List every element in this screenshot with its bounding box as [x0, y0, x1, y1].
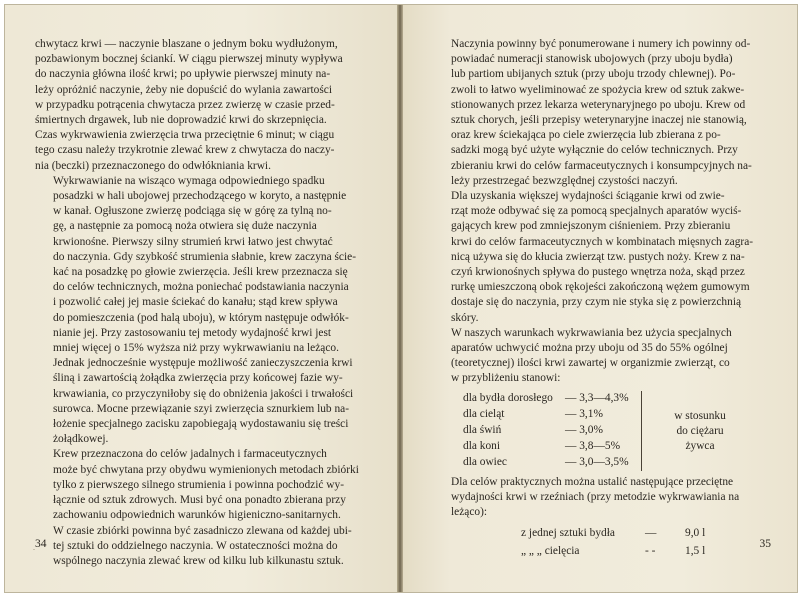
yield-row: [433, 526, 773, 542]
yield-row: [433, 544, 773, 560]
paragraph: [433, 326, 773, 387]
text-line: Jednak jednocześnie występuje możliwość zanieczyszczenia krwi: [53, 357, 353, 370]
text-line: leżąco):: [451, 506, 488, 519]
text-line: W naszych warunkach wykrwawiania bez użycia specjalnych: [451, 326, 732, 339]
paragraph: [35, 174, 375, 448]
yield-label: z jednej sztuki bydła: [521, 527, 615, 540]
text-line: gających krew pod zmniejszonym ciśnieniem. Przy zbieraniu: [451, 220, 731, 233]
text-line: łącznie od sztuk zdrowych. Musi być ona ponadto zbierana przy: [53, 494, 346, 507]
left-page-text: [35, 37, 375, 569]
text-line: do pomieszczenia (pod halą uboju), w którym następuje odwłók-: [53, 311, 349, 324]
left-page: [5, 5, 397, 592]
left-page-number: 34: [35, 538, 47, 550]
species-label: dla świń: [463, 423, 502, 436]
text-line: chwytacz krwi — naczynie blaszane o jednym boku wydłużonym,: [35, 38, 338, 50]
text-line: rurkę umieszczoną obok rękojeści zakończoną wężem gumowym: [451, 281, 750, 294]
text-line: nianie jej. Przy zastosowaniu tej metody wydajność krwi jest: [53, 326, 332, 339]
right-page: [403, 5, 797, 592]
text-line: dostaje się do naczynia, przy czym nie styka się z powierzchnią: [451, 296, 742, 309]
yield-value: 9,0 l: [685, 527, 706, 540]
text-line: zbieraniu krwi do celów farmaceutycznych i konsumpcyjnych na-: [451, 159, 752, 172]
yield-dash: - -: [645, 545, 656, 558]
text-line: łożenie specjalnego zacisku zapobiegają wydostawaniu się treści: [53, 418, 349, 431]
text-line: oraz krew ściekająca po ciele zwierzęcia lub zbierana z po-: [451, 129, 721, 142]
text-line: zachowaniu odpowiednich warunków higieniczno-sanitarnych.: [53, 509, 341, 522]
text-line: nicą używa się do kłucia zwierząt tzw. pustych noży. Krew z na-: [451, 250, 745, 263]
text-line: tego czasu należy trzykrotnie zlewać krew z chwytacza do naczy-: [35, 144, 335, 157]
species-value: — 3,8—5%: [565, 439, 621, 452]
species-value: — 3,3—4,3%: [565, 391, 629, 404]
text-line: żołądkowej.: [53, 433, 109, 446]
slaughterhouse-yield-table: [433, 526, 773, 566]
species-label: dla cieląt: [463, 407, 505, 420]
closing-paragraph: [433, 475, 773, 521]
text-line: do naczynia główna ilość krwi; po upływie pierwszej minuty na-: [35, 68, 331, 81]
text-line: rząt może odbywać się za pomocą specjalnych aparatów wyciś-: [451, 205, 742, 218]
text-line: do celów technicznych, można poniechać podstawiania naczynia: [53, 281, 349, 294]
species-note: [655, 409, 745, 454]
text-line: Wykrwawianie na wisząco wymaga odpowiedniego spadku: [53, 174, 325, 187]
text-line: wydajności krwi w rzeźniach (przy metodzie wykrwawiania na: [451, 490, 740, 503]
text-line: śliną i zawartością żołądka zwierzęcia przy końcowej fazie wy-: [53, 372, 343, 385]
text-line: krwi do celów farmaceutycznych w kombinatach mięsnych zagra-: [451, 235, 754, 248]
right-page-text: [433, 37, 773, 566]
text-line: może być chwytana przy obydwu wymienionych metodach zbiórki: [53, 463, 359, 476]
right-page-number: 35: [759, 538, 771, 550]
text-line: stionowanych przez lekarza weterynaryjnego po uboju. Krew od: [451, 98, 746, 111]
fold-mark: .: [33, 543, 35, 552]
species-value: — 3,0—3,5%: [565, 455, 629, 468]
species-note-line: w stosunku: [674, 409, 726, 422]
text-line: sztuk chorych, jeśli przepisy weterynaryjne inaczej nie stanowią,: [451, 114, 747, 127]
paragraph: [433, 475, 773, 521]
text-line: surowca. Mocne przewiązanie szyi zwierzęcia sznurkiem lub na-: [53, 402, 350, 415]
species-note-line: żywca: [685, 439, 715, 452]
text-line: Dla celów praktycznych można ustalić następujące przeciętne: [451, 475, 734, 488]
text-line: Czas wykrwawienia zwierzęcia trwa przeciętnie 6 minut; w ciągu: [35, 129, 335, 142]
blood-yield-species-table: [433, 391, 773, 471]
text-line: tylko z pierwszego silnego strumienia i powinna pochodzić wy-: [53, 478, 345, 491]
species-row: [433, 455, 663, 471]
paragraph: [35, 37, 375, 174]
species-label: dla koni: [463, 439, 501, 452]
text-line: gę, a następnie za pomocą noża otwiera się duże naczynia: [53, 220, 317, 233]
text-line: pozbawionym bocznej ściankí. W ciągu pierwszej minuty wypływa: [35, 53, 343, 66]
text-line: sadzki mogą być użyte wyłącznie do celów technicznych. Przy: [451, 144, 738, 157]
text-line: w przypadku potrącenia chwytacza przez zwierzę w czasie przed-: [35, 98, 335, 111]
species-label: dla bydła dorosłego: [463, 391, 553, 404]
text-line: posadzki w hali ubojowej przechodzącego w koryto, a następnie: [53, 190, 347, 203]
text-line: W czasie zbiórki powinna być zasadniczo zlewana od każdej ubi-: [53, 524, 352, 537]
text-line: śmiertnych drgawek, lub nie doprowadzić krwi do skrzepnięcia.: [35, 114, 327, 127]
text-line: krwawiania, co przyczyniłoby się do obniżenia jakości i trwałości: [53, 387, 354, 400]
text-line: Krew przeznaczona do celów jadalnych i farmaceutycznych: [53, 448, 327, 461]
yield-label: „ „ „ cielęcia: [521, 545, 580, 558]
species-label: dla owiec: [463, 455, 507, 468]
species-value: — 3,0%: [565, 423, 603, 436]
text-line: w kanał. Ogłuszone zwierzę podciąga się w górę za tylną no-: [53, 205, 332, 218]
text-line: w przybliżeniu stanowi:: [451, 372, 561, 385]
text-line: mniej więcej o 15% wyższa niż przy wykrwawianiu na leżąco.: [53, 342, 339, 355]
text-line: i pozwolić całej jej masie ściekać do kanału; stąd krew spływa: [53, 296, 338, 309]
text-line: zwoli to łatwo wyeliminować ze spożycia krew od sztuk zakwe-: [451, 83, 745, 96]
paragraph: [433, 189, 773, 326]
text-line: wspólnego naczynia zlewać krew od kilku lub kilkunastu sztuk.: [53, 554, 344, 567]
paragraph: [433, 37, 773, 189]
text-line: skóry.: [451, 311, 479, 324]
species-value: — 3,1%: [565, 407, 603, 420]
text-line: do naczynia. Gdy szybkość strumienia słabnie, krew zaczyna ście-: [53, 250, 357, 263]
text-line: nia (beczki) przeznaczonego do odwłókniania krwi.: [35, 159, 271, 172]
text-line: powiadać numeracji stanowisk ubojowych (przy uboju bydła): [451, 53, 733, 66]
text-line: aparatów uchwycić można przy uboju od 35 do 55% ogólnej: [451, 342, 728, 355]
text-line: Naczynia powinny być ponumerowane i numery ich powinny od-: [451, 38, 751, 50]
text-line: leży przestrzegać bezwzględnej czystości naczyń.: [451, 174, 678, 187]
text-line: leży opróżnić naczynie, żeby nie dopuścić do wylania zawartości: [35, 83, 332, 96]
text-line: lub partiom ubijanych sztuk (przy uboju trzody chlewnej). Po-: [451, 68, 736, 81]
book-spread: [4, 4, 798, 593]
text-line: tej sztuki do oddzielnego naczynia. W ostateczności można do: [53, 539, 338, 552]
text-line: czyń krwionośnych spływa do pustego wnętrza noża, skąd przez: [451, 266, 745, 279]
text-line: (teoretycznej) ilości krwi zawartej w organizmie zwierząt, co: [451, 357, 730, 370]
species-row: [433, 391, 663, 407]
text-line: Dla uzyskania większej wydajności ściąganie krwi od zwie-: [451, 190, 725, 203]
species-note-line: do ciężaru: [676, 424, 724, 437]
species-row: [433, 439, 663, 455]
right-paragraphs: [433, 37, 773, 387]
species-row: [433, 407, 663, 423]
text-line: krwionośne. Pierwszy silny strumień krwi łatwo jest chwytać: [53, 235, 333, 248]
yield-value: 1,5 l: [685, 545, 706, 558]
paragraph: [35, 447, 375, 569]
text-line: kać na posadzkę po głowie zwierzęcia. Jeśli krew przeznacza się: [53, 266, 348, 279]
species-row: [433, 423, 663, 439]
yield-dash: —: [645, 527, 657, 540]
